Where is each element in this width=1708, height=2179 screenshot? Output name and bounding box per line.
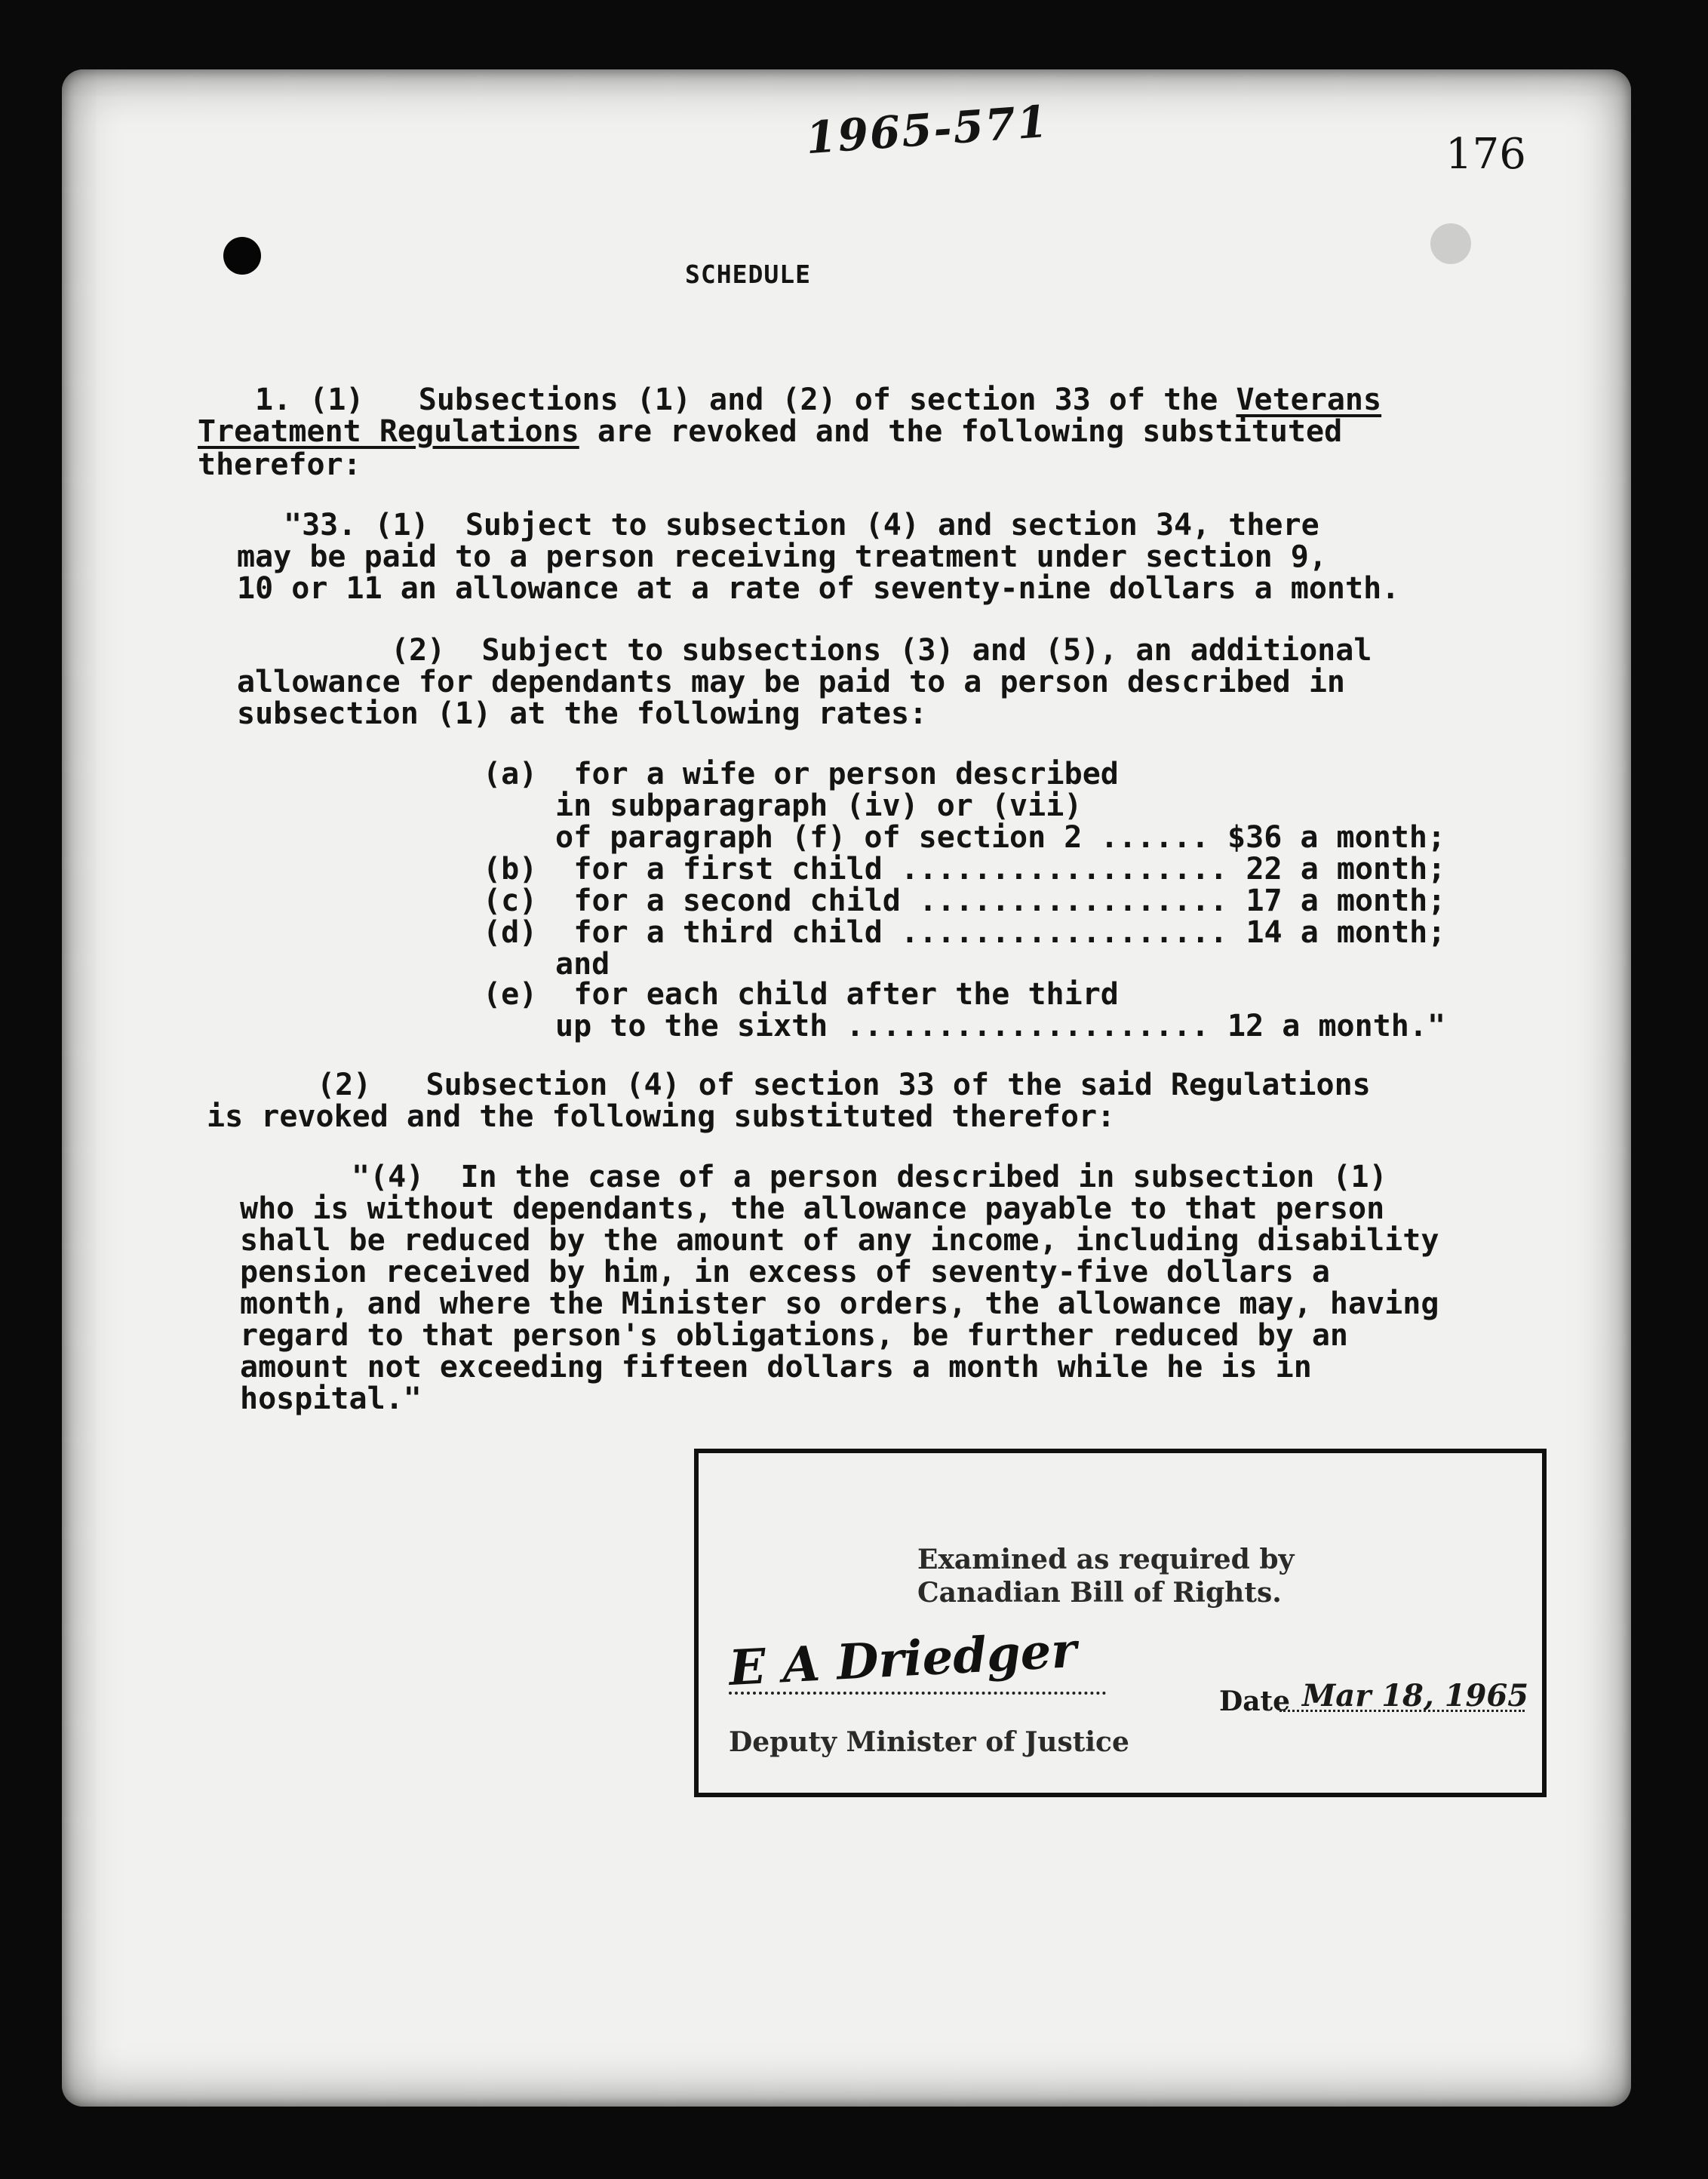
punch-hole-icon (223, 237, 261, 275)
sub-33-1-line-2: may be paid to a person receiving treatment under section 9, (237, 539, 1327, 574)
rate-d: (d) for a third child .................. 14 a month; (483, 915, 1446, 950)
text-span: are revoked and the following substituted (579, 414, 1343, 449)
archive-number: 1965-571 (804, 95, 1051, 164)
stamp-line-1: Examined as required by (917, 1544, 1295, 1575)
regulation-title: Veterans (1236, 383, 1382, 417)
signature-line (729, 1692, 1106, 1695)
paragraph-2-line-1: (2) Subsection (4) of section 33 of the said Regulations (317, 1068, 1371, 1102)
stamp-date: Mar 18, 1965 (1302, 1678, 1529, 1713)
text-span: 1. (1) Subsections (1) and (2) of section 33 of the (255, 383, 1236, 417)
punch-hole-icon (1430, 223, 1471, 264)
sub-33-4-line-6: regard to that person's obligations, be further reduced by an (240, 1318, 1349, 1353)
paragraph-2-line-2: is revoked and the following substituted therefor: (207, 1099, 1116, 1134)
sub-33-2-line-3: subsection (1) at the following rates: (237, 696, 928, 731)
sub-33-1-line-1: "33. (1) Subject to subsection (4) and section 34, there (284, 508, 1319, 542)
sub-33-4-line-7: amount not exceeding fifteen dollars a month while he is in (240, 1350, 1312, 1385)
sub-33-4-line-4: pension received by him, in excess of seventy-five dollars a (240, 1255, 1330, 1289)
sub-33-1-line-3: 10 or 11 an allowance at a rate of seventy-nine dollars a month. (237, 571, 1400, 606)
rate-e-line-2: up to the sixth .................... 12 a month." (555, 1009, 1446, 1043)
bill-of-rights-stamp (694, 1449, 1547, 1797)
sub-33-4-line-5: month, and where the Minister so orders, the allowance may, having (240, 1286, 1439, 1321)
page-title: SCHEDULE (685, 260, 811, 289)
sub-33-4-line-8: hospital." (240, 1381, 422, 1416)
sub-33-4-line-2: who is without dependants, the allowance payable to that person (240, 1191, 1385, 1226)
rate-b: (b) for a first child .................. 22 a month; (483, 852, 1446, 887)
sub-33-4-line-1: "(4) In the case of a person described in subsection (1) (352, 1160, 1387, 1194)
rate-c: (c) for a second child ................. 17 a month; (483, 884, 1446, 918)
date-label: Date (1219, 1686, 1291, 1717)
sub-33-4-line-3: shall be reduced by the amount of any income, including disability (240, 1223, 1439, 1258)
sub-33-2-line-2: allowance for dependants may be paid to a person described in (237, 665, 1346, 699)
date-line (1279, 1710, 1525, 1712)
sub-33-2-line-1: (2) Subject to subsections (3) and (5), an additional (391, 633, 1372, 668)
rate-a-line-2: in subparagraph (iv) or (vii) (555, 788, 1083, 823)
signer-title: Deputy Minister of Justice (729, 1726, 1129, 1758)
rate-a-line-3: of paragraph (f) of section 2 ...... $36 a month; (555, 820, 1446, 855)
rate-a-line-1: (a) for a wife or person described (483, 757, 1119, 791)
paragraph-1-line-3: therefor: (198, 447, 361, 482)
regulation-title: Treatment Regulations (198, 414, 579, 449)
stamp-line-2: Canadian Bill of Rights. (917, 1577, 1282, 1609)
paragraph-1-line-2 (198, 416, 1342, 447)
signature: E A Driedger (727, 1621, 1078, 1698)
page-number: 176 (1445, 130, 1526, 179)
rate-e-line-1: (e) for each child after the third (483, 977, 1119, 1012)
paragraph-1-line-1 (255, 385, 1381, 415)
rate-and: and (555, 947, 610, 982)
